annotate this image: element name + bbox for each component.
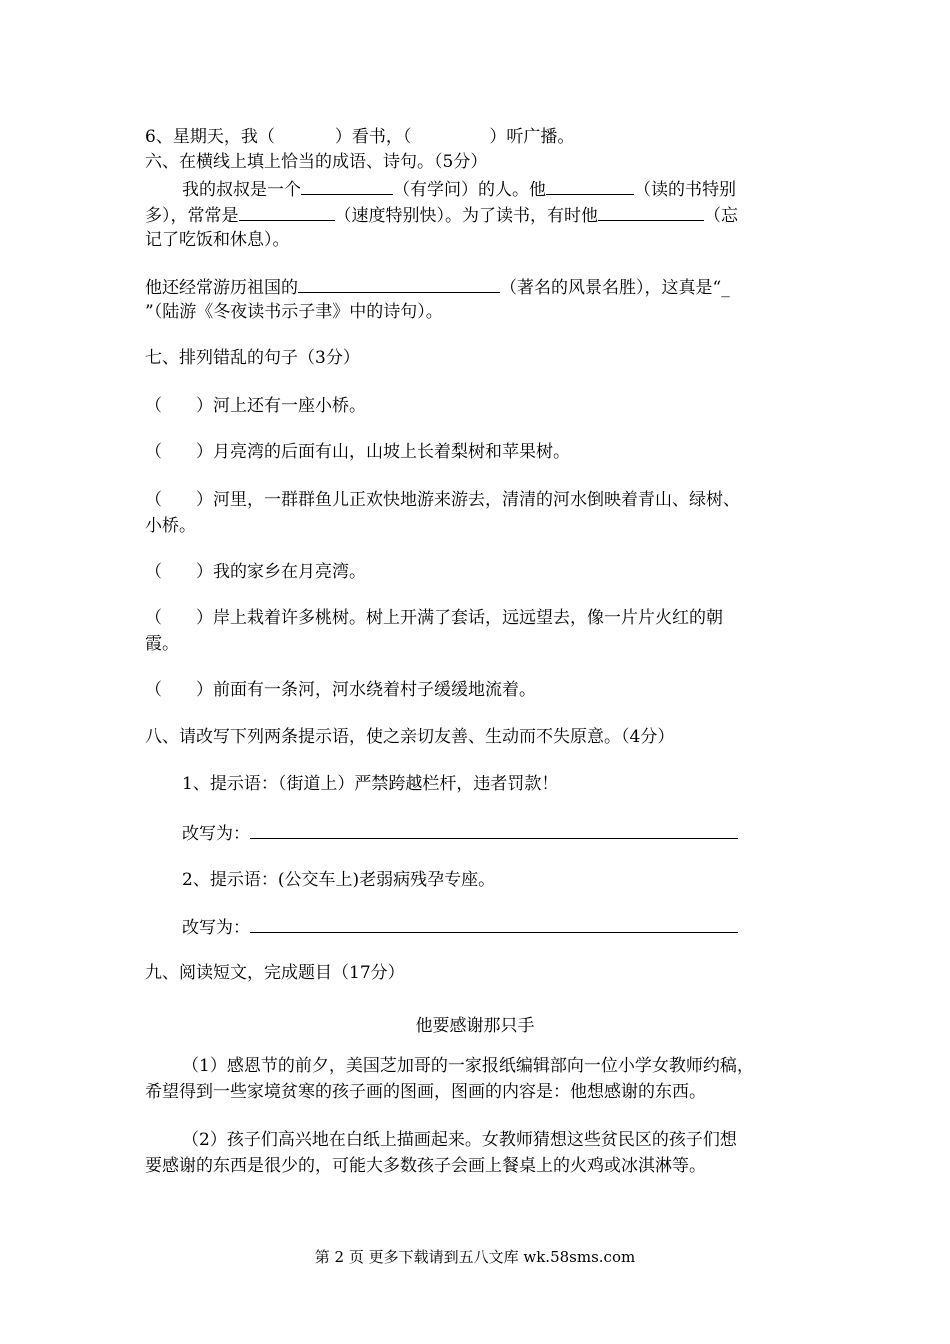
q6-part-b: ）看书，（ [334, 127, 412, 147]
sec6-l2b: （速度特别快）。为了读书，有时他 [334, 206, 598, 226]
rewrite-1 [182, 822, 738, 844]
sec6-line-4 [145, 276, 730, 298]
sentence-text: 前面有一条河，河水绕着村子缓缓地流着。 [213, 680, 536, 700]
sentence-6 [145, 680, 536, 700]
q6-blank-2 [411, 126, 489, 142]
sentence-text: 月亮湾的后面有山，山坡上长着梨树和苹果树。 [213, 442, 570, 462]
q6-blank-1 [275, 126, 335, 142]
order-paren[interactable]: （ ） [145, 442, 213, 462]
sentence-5 [145, 608, 723, 628]
sentence-3 [145, 490, 740, 510]
passage-p2-cont: 要感谢的东西是很少的，可能大多数孩子会画上餐桌上的火鸡或冰淇淋等。 [145, 1156, 706, 1176]
sec6-l1b: （有学问）的人。他 [393, 180, 546, 200]
passage-title: 他要感谢那只手 [415, 1016, 535, 1036]
sentence-text: 河里，一群群鱼儿正欢快地游来游去，清清的河水倒映着青山、绿树、 [213, 490, 740, 510]
q6-part-c: ）听广播。 [489, 127, 575, 147]
sec6-line-5: ”（陆游《冬夜读书示子聿》中的诗句）。 [145, 302, 443, 322]
sec6-l1c: （读的书特别 [634, 180, 736, 200]
sec6-l2c: （忘 [704, 206, 738, 226]
sec6-line-1 [182, 178, 736, 200]
rewrite-2 [182, 916, 738, 938]
sentence-text: 岸上栽着许多桃树。树上开满了套话，远远望去，像一片片火红的朝 [213, 608, 723, 628]
sec6-line-3: 记了吃饭和休息）。 [145, 230, 290, 250]
q6-line [145, 126, 574, 147]
sec9-heading: 九、阅读短文，完成题目（17分） [145, 963, 405, 983]
rewrite-answer-line[interactable] [250, 916, 738, 933]
sec6-l4a: 他还经常游历祖国的 [145, 278, 298, 298]
q6-part-a: 6、星期天，我（ [145, 127, 275, 147]
order-paren[interactable]: （ ） [145, 608, 213, 628]
sec6-l4b: （著名的风景名胜），这真是“_ [500, 278, 730, 298]
sentence-2 [145, 442, 570, 462]
fill-blank[interactable] [301, 178, 393, 195]
fill-blank[interactable] [239, 204, 335, 221]
passage-p1: （1）感恩节的前夕，美国芝加哥的一家报纸编辑部向一位小学女教师约稿， [182, 1056, 754, 1076]
rewrite-label: 改写为： [182, 918, 250, 938]
passage-p2: （2）孩子们高兴地在白纸上描画起来。女教师猜想这些贫民区的孩子们想 [182, 1130, 737, 1150]
sentence-3-cont: 小桥。 [145, 516, 196, 536]
sentence-text: 我的家乡在月亮湾。 [213, 562, 366, 582]
passage-p1-cont: 希望得到一些家境贫寒的孩子画的图画，图画的内容是：他想感谢的东西。 [145, 1082, 706, 1102]
rewrite-answer-line[interactable] [250, 822, 738, 839]
sec7-heading: 七、排列错乱的句子（3分） [145, 348, 360, 368]
prompt-2: 2、提示语：(公交车上)老弱病残孕专座。 [182, 870, 496, 890]
fill-blank[interactable] [598, 204, 704, 221]
order-paren[interactable]: （ ） [145, 490, 213, 510]
order-paren[interactable]: （ ） [145, 562, 213, 582]
sec6-heading: 六、在横线上填上恰当的成语、诗句。（5分） [145, 152, 488, 172]
sentence-5-cont: 霞。 [145, 634, 179, 654]
fill-blank[interactable] [546, 178, 634, 195]
sec6-l1a: 我的叔叔是一个 [182, 180, 301, 200]
sec6-line-2 [145, 204, 738, 226]
rewrite-label: 改写为： [182, 824, 250, 844]
sentence-1 [145, 396, 366, 416]
prompt-1: 1、提示语：（街道上）严禁跨越栏杆，违者罚款！ [182, 774, 559, 794]
sec8-heading: 八、请改写下列两条提示语，使之亲切友善、生动而不失原意。（4分） [145, 727, 675, 747]
sec6-l2a: 多），常常是 [145, 206, 239, 226]
page-footer: 第 2 页 更多下载请到五八文库 wk.58sms.com [314, 1248, 636, 1266]
order-paren[interactable]: （ ） [145, 680, 213, 700]
sentence-4 [145, 562, 366, 582]
fill-blank[interactable] [298, 276, 500, 293]
sentence-text: 河上还有一座小桥。 [213, 396, 366, 416]
order-paren[interactable]: （ ） [145, 396, 213, 416]
